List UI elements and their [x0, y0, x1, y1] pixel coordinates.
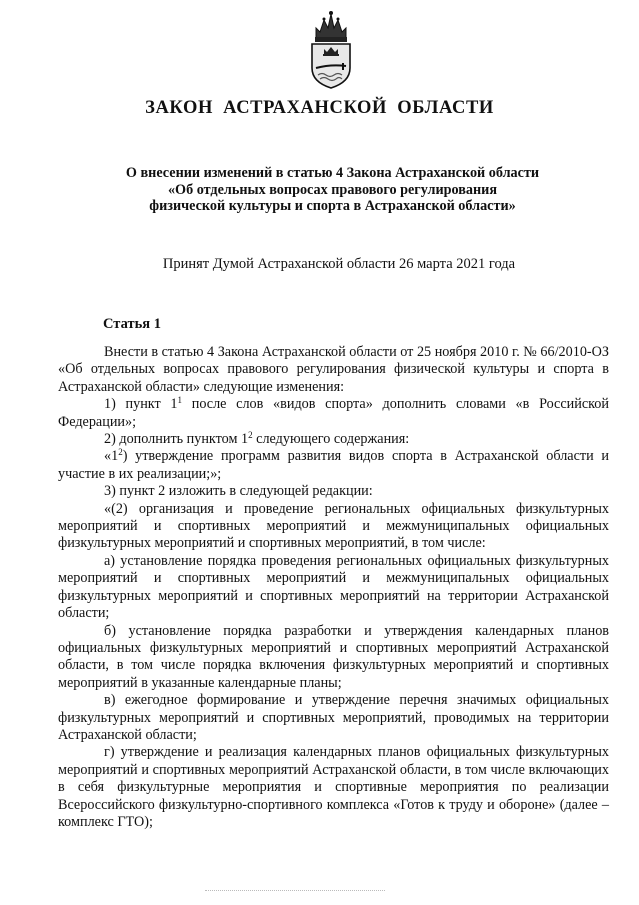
amendment-item-2 [58, 431, 609, 448]
amendment-item-3: 3) пункт 2 изложить в следующей редакции: [104, 483, 373, 500]
subtitle-line: физической культуры и спорта в Астраханской области» [149, 198, 516, 214]
scan-artifact-line [205, 890, 385, 892]
article-heading: Статья 1 [103, 316, 161, 332]
adoption-note: Принят Думой Астраханской области 26 марта 2021 года [162, 256, 516, 272]
item-text: следующего содержания: [252, 431, 410, 448]
subpoint-b: б) установление порядка разработки и утверждения календарных планов официальных физкультурных мероприятий и спортивных мероприятий Астраханской области, в том числе порядка включения физкультурных мероприятий и спортивных мероприятий в указанные календарные планы; [58, 622, 609, 691]
law-title: ЗАКОН АСТРАХАНСКОЙ ОБЛАСТИ [145, 98, 494, 118]
subpoint-a: а) установление порядка проведения региональных официальных физкультурных мероприятий и спортивных мероприятий и межмуниципальных официальных физкультурных мероприятий и спортивных мероприятий на территории Астраханской области; [58, 552, 609, 622]
law-subtitle [60, 165, 605, 215]
amendment-item-1 [58, 396, 609, 431]
item-text: «1 [104, 448, 119, 465]
article-intro: Внести в статью 4 Закона Астраханской области от 25 ноября 2010 г. № 66/2010-ОЗ «Об отдельных вопросах правового регулирования физической культуры и спорта в Астраханской области» следующие изменения: [58, 344, 609, 395]
article-body [58, 344, 609, 831]
superscript: 2 [248, 430, 253, 441]
quoted-clause [58, 448, 609, 483]
superscript: 1 [177, 395, 183, 406]
subtitle-line: О внесении изменений в статью 4 Закона Астраханской области [125, 165, 540, 181]
subpoint-v: в) ежегодное формирование и утверждение перечня значимых официальных физкультурных мероприятий и спортивных мероприятий, проводимых на территории Астраханской области; [58, 692, 609, 743]
quoted-point-2: «(2) организация и проведение региональных официальных физкультурных мероприятий и спортивных мероприятий и межмуниципальных официальных физкультурных мероприятий и спортивных мероприятий, в том числе: [58, 500, 609, 552]
astrakhan-coat-of-arms-icon [302, 8, 360, 90]
item-text: 2) дополнить пунктом 1 [104, 431, 249, 448]
subpoint-g: г) утверждение и реализация календарных планов официальных физкультурных мероприятий и спортивных мероприятий Астраханской области, в том числе включающих в себя физкультурные мероприятия и спортивные мероприятия по реализации Всероссийского физкультурно-спортивного комплекса «Готов к труду и обороне» (далее – комплекс ГТО); [58, 744, 609, 830]
subtitle-line: «Об отдельных вопросах правового регулирования [167, 181, 498, 198]
superscript: 2 [118, 447, 123, 458]
item-text: 1) пункт 1 [104, 396, 178, 413]
item-text: ) утверждение программ развития видов спорта в Астраханской области и участие в их реализации;»; [58, 448, 609, 482]
item-text: после слов «видов спорта» дополнить словами «в Российской Федерации»; [58, 396, 609, 430]
